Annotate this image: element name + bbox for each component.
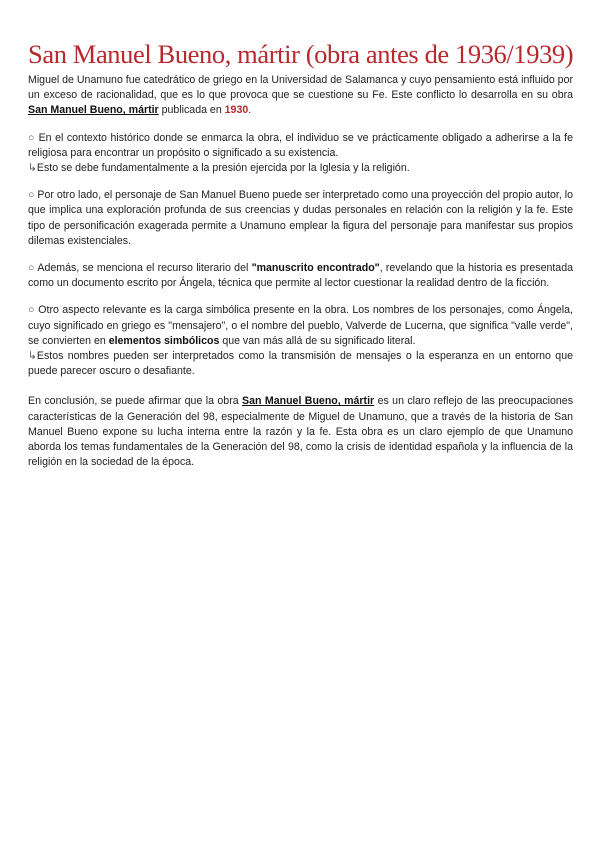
- publication-year: 1930: [224, 104, 249, 117]
- intro-paragraph: [28, 73, 573, 119]
- point-bold-term: elementos simbólicos: [108, 334, 220, 347]
- point-text: Otro aspecto relevante es la carga simbólica presente en la obra. Los nombres de los personajes, como Ángela, cuyo significado en griego es "mensajero", o el nombre del pueblo, Valverde de Lucerna, que significa "valle verde", se convierten en: [28, 304, 573, 347]
- point-text: Además, se menciona el recurso literario del: [34, 262, 252, 275]
- work-title-link: San Manuel Bueno, mártir: [242, 395, 375, 408]
- point-text-end: que van más allá de su significado literal.: [219, 334, 416, 347]
- point-text: En el contexto histórico donde se enmarca la obra, el individuo se ve prácticamente obligado a adherirse a la fe religiosa para encontrar un propósito o significado a su existencia.: [28, 131, 573, 159]
- intro-text-end: .: [248, 104, 252, 117]
- return-arrow-icon: ↳: [28, 350, 37, 363]
- conclusion-text-end: es un claro reflejo de las preocupaciones características de la Generación del 98, especialmente de Miguel de Unamuno, que a través de la historia de San Manuel Bueno expone su lucha interna entre la razón y la fe. Esta obra es un claro ejemplo de que Unamuno aborda los temas fundamentales de la Generación del 98, como la crisis de identidad española y la influencia de la religión en la sociedad de la época.: [28, 395, 573, 469]
- conclusion-paragraph: [28, 394, 573, 470]
- point-subtext: Esto se debe fundamentalmente a la presión ejercida por la Iglesia y la religión.: [36, 162, 410, 175]
- circle-bullet-icon: ○: [28, 304, 35, 317]
- circle-bullet-icon: ○: [28, 262, 35, 275]
- circle-bullet-icon: ○: [28, 131, 36, 144]
- point-subtext: Estos nombres pueden ser interpretados como la transmisión de mensajes o la esperanza en un entorno que puede parecer oscuro o desafiante.: [28, 350, 573, 378]
- return-arrow-icon: ↳: [28, 162, 37, 175]
- conclusion-text: En conclusión, se puede afirmar que la obra: [28, 395, 243, 408]
- point-projection: [28, 188, 573, 249]
- work-title-link: San Manuel Bueno, mártir: [28, 104, 159, 117]
- intro-text: Miguel de Unamuno fue catedrático de griego en la Universidad de Salamanca y cuyo pensamiento está influido por un exceso de racionalidad, que es lo que provoca que se cuestione su Fe. Este conflicto lo desarrolla en su obra: [28, 74, 573, 102]
- point-symbolism: [28, 303, 573, 379]
- point-bold-term: "manuscrito encontrado": [251, 262, 380, 275]
- point-text-end: , revelando que la historia es presentada como un documento escrito por Ángela, técnica que permite al lector cuestionar la realidad dentro de la ficción.: [28, 262, 573, 290]
- page-title: San Manuel Bueno, mártir (obra antes de 1936/1939): [28, 39, 574, 69]
- intro-text-middle: publicada en: [158, 104, 225, 117]
- circle-bullet-icon: ○: [28, 189, 35, 202]
- point-manuscript: [28, 261, 573, 291]
- point-text: Por otro lado, el personaje de San Manuel Bueno puede ser interpretado como una proyección del propio autor, lo que implica una exploración profunda de sus creencias y dudas personales en relación con la religión y la fe. Este tipo de personificación exagerada permite a Unamuno emplear la figura del personaje para manifestar sus propios dilemas existenciales.: [28, 189, 573, 247]
- point-context: [28, 131, 573, 177]
